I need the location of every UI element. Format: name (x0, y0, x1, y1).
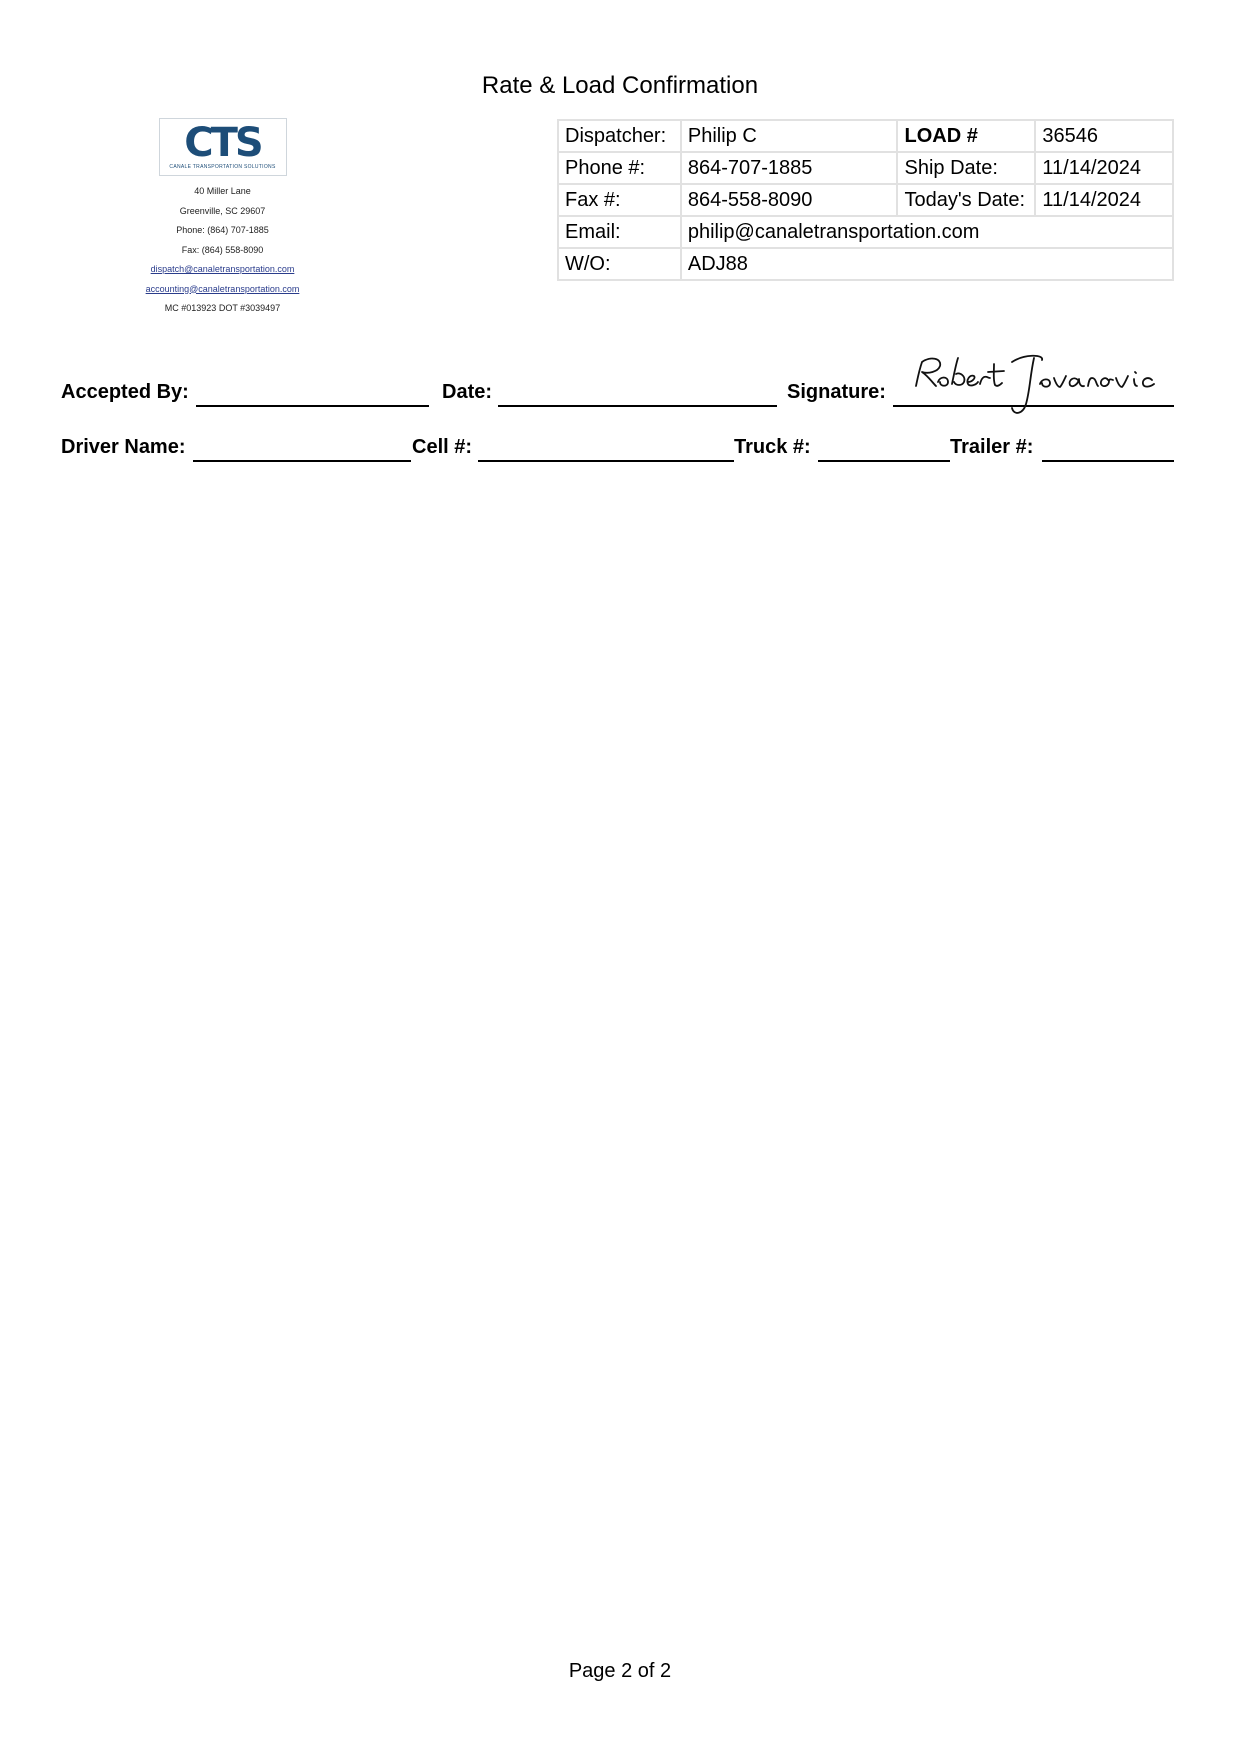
page-number: Page 2 of 2 (568, 1660, 672, 1682)
trailer-field[interactable] (1042, 460, 1174, 462)
email-label: Email: (558, 216, 681, 248)
load-number-label: LOAD # (897, 120, 1035, 152)
company-info-block (130, 118, 315, 319)
truck-label: Truck #: (734, 436, 811, 458)
signature-image (908, 352, 1190, 426)
date-label: Date: (442, 381, 493, 403)
phone-value: 864-707-1885 (681, 152, 898, 184)
fax-label: Fax #: (558, 184, 681, 216)
trailer-label: Trailer #: (950, 436, 1034, 458)
company-accounting-email-link[interactable]: accounting@canaletransportation.com (145, 283, 300, 294)
ship-date-value: 11/14/2024 (1035, 152, 1173, 184)
company-address-line1: 40 Miller Lane (194, 186, 251, 196)
driver-name-field[interactable] (193, 460, 411, 462)
driver-name-label: Driver Name: (61, 436, 186, 458)
load-number-value: 36546 (1035, 120, 1173, 152)
ship-date-label: Ship Date: (897, 152, 1035, 184)
phone-label: Phone #: (558, 152, 681, 184)
todays-date-label: Today's Date: (897, 184, 1035, 216)
table-row (558, 152, 1173, 184)
table-row (558, 248, 1173, 280)
document-title: Rate & Load Confirmation (481, 72, 759, 99)
company-address-line2: Greenville, SC 29607 (179, 205, 266, 216)
fax-value: 864-558-8090 (681, 184, 898, 216)
signature-label: Signature: (787, 381, 886, 403)
load-info-table (557, 119, 1174, 281)
company-dispatch-email-link[interactable]: dispatch@canaletransportation.com (150, 264, 295, 274)
company-logo-tagline: CANALE TRANSPORTATION SOLUTIONS (169, 164, 276, 170)
email-value: philip@canaletransportation.com (681, 216, 1173, 248)
todays-date-value: 11/14/2024 (1035, 184, 1173, 216)
accepted-by-field[interactable] (196, 405, 429, 407)
company-logo (159, 118, 287, 176)
dispatcher-label: Dispatcher: (558, 120, 681, 152)
company-phone: Phone: (864) 707-1885 (176, 225, 269, 235)
table-row (558, 216, 1173, 248)
table-row (558, 120, 1173, 152)
cell-field[interactable] (478, 460, 734, 462)
company-logo-mark: CTS (184, 120, 261, 166)
accepted-by-label: Accepted By: (61, 381, 189, 403)
dispatcher-value: Philip C (681, 120, 898, 152)
work-order-label: W/O: (558, 248, 681, 280)
truck-field[interactable] (818, 460, 950, 462)
company-mc-dot: MC #013923 DOT #3039497 (164, 303, 281, 313)
cell-label: Cell #: (412, 436, 473, 458)
work-order-value: ADJ88 (681, 248, 1173, 280)
table-row (558, 184, 1173, 216)
date-field[interactable] (498, 405, 777, 407)
company-fax: Fax: (864) 558-8090 (181, 244, 264, 255)
